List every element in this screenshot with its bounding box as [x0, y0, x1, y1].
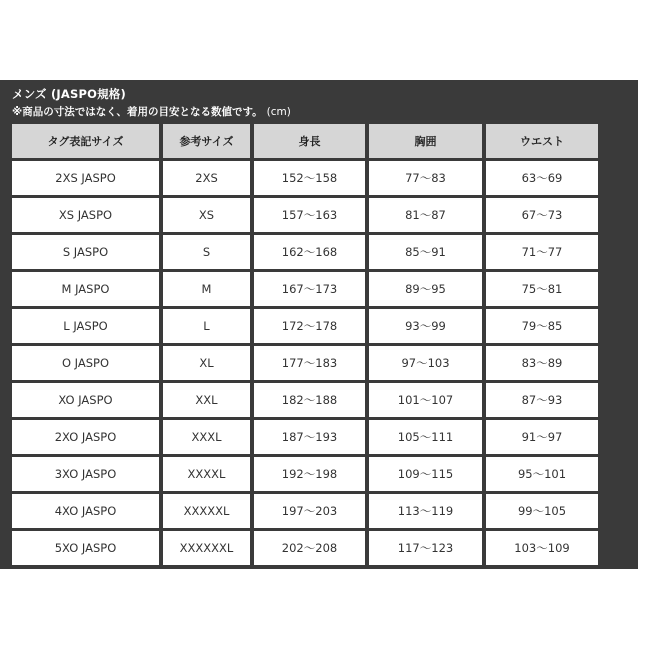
tag-size-cell: M JASPO — [12, 272, 159, 306]
note-text: ※商品の寸法ではなく、着用の目安となる数値です。 — [12, 106, 263, 118]
chest-cell: 85〜91 — [369, 235, 482, 269]
tag-size-cell: S JASPO — [12, 235, 159, 269]
header-waist: ウエスト — [486, 124, 598, 158]
chart-title: メンズ (JASPO規格) — [12, 87, 126, 101]
size-table — [12, 124, 622, 568]
reference-size-cell: M — [163, 272, 250, 306]
tag-size-cell: O JASPO — [12, 346, 159, 380]
chest-cell: 89〜95 — [369, 272, 482, 306]
waist-cell: 71〜77 — [486, 235, 598, 269]
reference-size-cell: 2XS — [163, 161, 250, 195]
chest-cell: 77〜83 — [369, 161, 482, 195]
waist-cell: 67〜73 — [486, 198, 598, 232]
height-cell: 162〜168 — [254, 235, 365, 269]
waist-cell: 99〜105 — [486, 494, 598, 528]
tag-size-cell: 2XS JASPO — [12, 161, 159, 195]
waist-cell: 95〜101 — [486, 457, 598, 491]
chest-cell: 113〜119 — [369, 494, 482, 528]
waist-cell: 63〜69 — [486, 161, 598, 195]
reference-size-cell: XXXXXXL — [163, 531, 250, 565]
waist-cell: 75〜81 — [486, 272, 598, 306]
chest-cell: 101〜107 — [369, 383, 482, 417]
chest-cell: 81〜87 — [369, 198, 482, 232]
tag-size-cell: XO JASPO — [12, 383, 159, 417]
height-cell: 157〜163 — [254, 198, 365, 232]
height-cell: 192〜198 — [254, 457, 365, 491]
tag-size-cell: XS JASPO — [12, 198, 159, 232]
reference-size-cell: XL — [163, 346, 250, 380]
unit-label: (cm) — [266, 106, 291, 118]
waist-cell: 87〜93 — [486, 383, 598, 417]
reference-size-cell: XXXXL — [163, 457, 250, 491]
tag-size-cell: 3XO JASPO — [12, 457, 159, 491]
height-cell: 202〜208 — [254, 531, 365, 565]
chest-cell: 117〜123 — [369, 531, 482, 565]
chest-cell: 105〜111 — [369, 420, 482, 454]
header-height: 身長 — [254, 124, 365, 158]
tag-size-cell: 2XO JASPO — [12, 420, 159, 454]
waist-cell: 79〜85 — [486, 309, 598, 343]
chest-cell: 109〜115 — [369, 457, 482, 491]
reference-size-cell: XXL — [163, 383, 250, 417]
reference-size-cell: S — [163, 235, 250, 269]
reference-size-cell: XXXXXL — [163, 494, 250, 528]
reference-size-cell: L — [163, 309, 250, 343]
header-chest: 胸囲 — [369, 124, 482, 158]
waist-cell: 91〜97 — [486, 420, 598, 454]
height-cell: 182〜188 — [254, 383, 365, 417]
height-cell: 167〜173 — [254, 272, 365, 306]
header-tag-size: タグ表記サイズ — [12, 124, 159, 158]
size-chart-panel — [0, 80, 638, 569]
reference-size-cell: XS — [163, 198, 250, 232]
waist-cell: 103〜109 — [486, 531, 598, 565]
chart-note — [12, 105, 291, 119]
height-cell: 197〜203 — [254, 494, 365, 528]
tag-size-cell: 4XO JASPO — [12, 494, 159, 528]
waist-cell: 83〜89 — [486, 346, 598, 380]
chest-cell: 93〜99 — [369, 309, 482, 343]
reference-size-cell: XXXL — [163, 420, 250, 454]
header-reference-size: 参考サイズ — [163, 124, 250, 158]
tag-size-cell: L JASPO — [12, 309, 159, 343]
tag-size-cell: 5XO JASPO — [12, 531, 159, 565]
chest-cell: 97〜103 — [369, 346, 482, 380]
height-cell: 172〜178 — [254, 309, 365, 343]
height-cell: 187〜193 — [254, 420, 365, 454]
height-cell: 152〜158 — [254, 161, 365, 195]
height-cell: 177〜183 — [254, 346, 365, 380]
